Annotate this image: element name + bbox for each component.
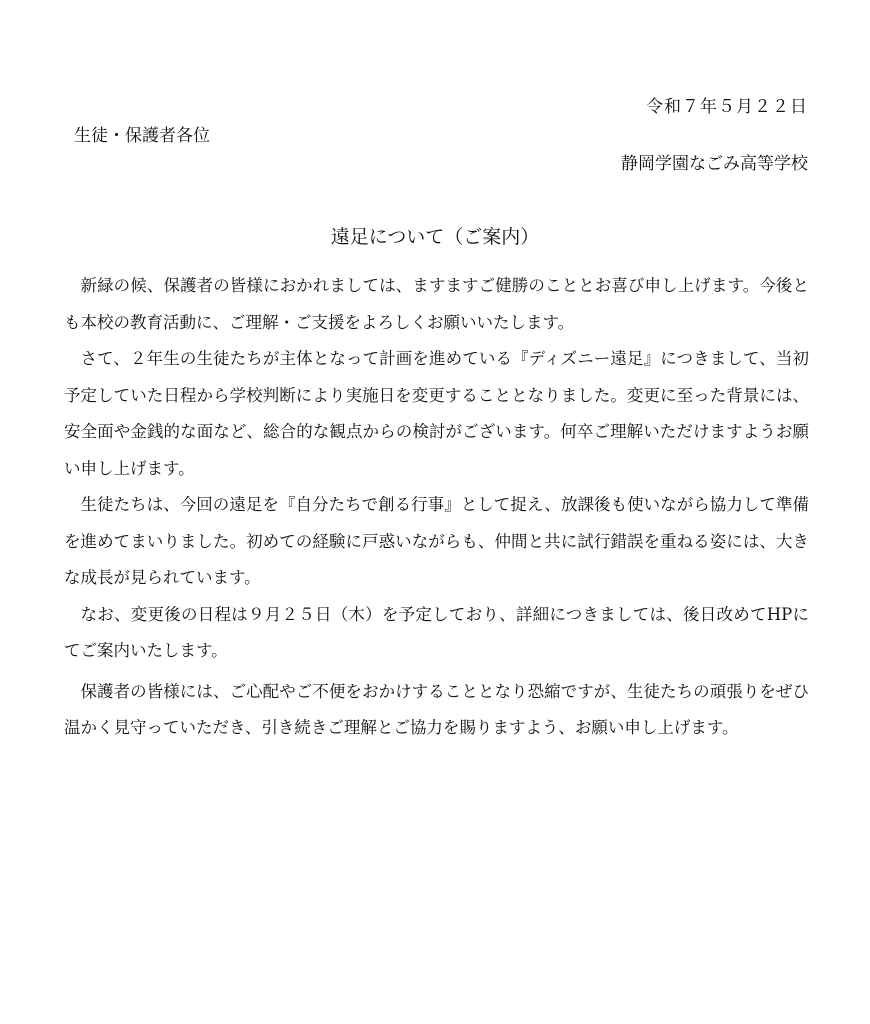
document-body: [64, 268, 809, 747]
paragraph-date-change: さて、２年生の生徒たちが主体となって計画を進めている『ディズニー遠足』につきまして、当初予定していた日程から学校判断により実施日を変更することとなりました。変更に至った背景には、安全面や金銭的な面など、総合的な観点からの検討がございます。何卒ご理解いただけますようお願い申し上げます。: [64, 349, 810, 478]
paragraph-closing: 保護者の皆様には、ご心配やご不便をおかけすることとなり恐縮ですが、生徒たちの頑張りをぜひ温かく見守っていただき、引き続きご理解とご協力を賜りますよう、お願い申し上げます。: [64, 681, 809, 737]
sender-name: 静岡学園なごみ高等学校: [621, 154, 808, 174]
paragraph-new-date: なお、変更後の日程は９月２５日（木）を予定しており、詳細につきましては、後日改めてHPにてご案内いたします。: [64, 604, 809, 660]
document-date: 令和７年５月２２日: [646, 97, 808, 117]
recipient-line: 生徒・保護者各位: [74, 126, 210, 146]
document-title: 遠足について（ご案内）: [330, 226, 540, 248]
paragraph-students: 生徒たちは、今回の遠足を『自分たちで創る行事』として捉え、放課後も使いながら協力して準備を進めてまいりました。初めての経験に戸惑いながらも、仲間と共に試行錯誤を重ねる姿には、大きな成長が見られています。: [64, 495, 810, 587]
paragraph-greeting: 新緑の候、保護者の皆様におかれましては、ますますご健勝のこととお喜び申し上げます。今後とも本校の教育活動に、ご理解・ご支援をよろしくお願いいたします。: [64, 276, 809, 332]
